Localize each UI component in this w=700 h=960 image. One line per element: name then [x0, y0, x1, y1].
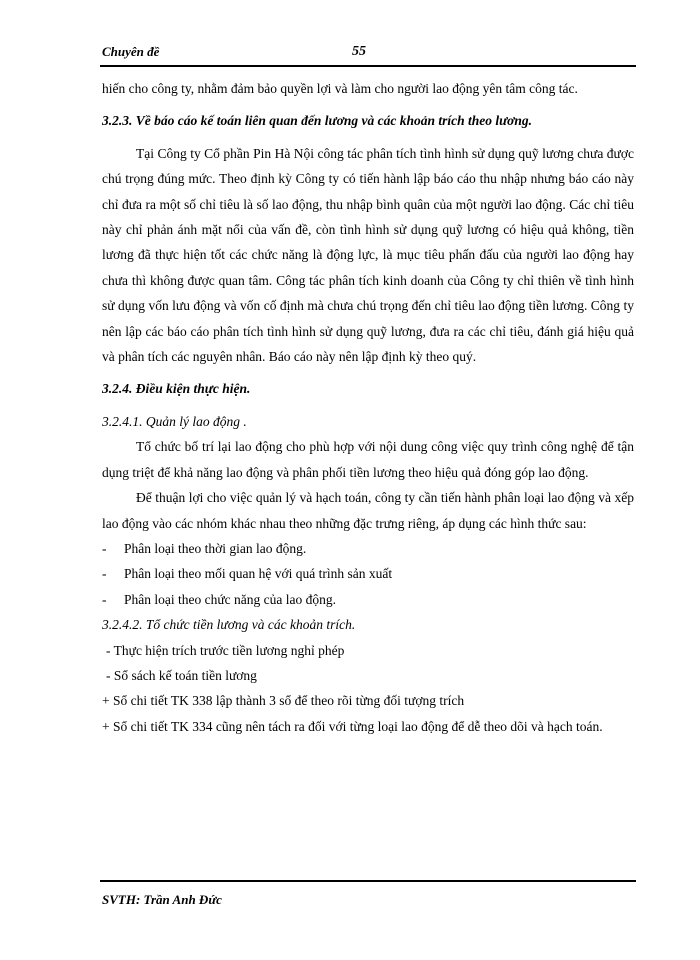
footer-rule [100, 880, 636, 882]
section-heading-324: 3.2.4. Điều kiện thực hiện. [102, 381, 251, 397]
list-item-text: Phân loại theo mối quan hệ với quá trình sản xuất [124, 566, 393, 582]
plus-item: + Sổ chi tiết TK 338 lập thành 3 sổ để theo rõi từng đối tượng trích [102, 693, 465, 709]
section-heading-323: 3.2.3. Về báo cáo kế toán liên quan đến lương và các khoản trích theo lương. [102, 113, 533, 129]
paragraph-323: Tại Công ty Cổ phần Pin Hà Nội công tác phân tích tình hình sử dụng quỹ lương chưa được chú trọng đúng mức. Theo định kỳ Công ty có tiến hành lập báo cáo thu nhập nhưng báo cáo này chỉ đưa ra một số chỉ tiêu là số lao động, thu nhập bình quân của một người lao động. Các chỉ tiêu này chỉ phản ánh mặt nổi của vấn đề, còn tình hình sử dụng quỹ lương có hiệu quả không, tiền lương đã thực hiện tốt các chức năng là động lực, là mục tiêu phấn đấu của người lao động hay chưa thì không được quan tâm. Công tác phân tích kinh doanh của Công ty chỉ thiên về tình hình sử dụng vốn lưu động và vốn cố định mà chưa chú trọng đến chỉ tiêu lao động tiền lương. Công ty nên lập các báo cáo phân tích tình hình sử dụng quỹ lương, đưa ra các chỉ tiêu, đánh giá hiệu quả và phân tích các nguyên nhân. Báo cáo này nên lập định kỳ theo quý. [102, 145, 634, 365]
list-item [102, 561, 634, 586]
page-body [102, 76, 634, 739]
header-rule [100, 65, 636, 67]
bullet-marker: - [102, 566, 107, 582]
page-number: 55 [352, 44, 366, 59]
intro-paragraph: hiến cho công ty, nhằm đảm bảo quyền lợi và làm cho người lao động yên tâm công tác. [102, 81, 578, 96]
dash-item: - Thực hiện trích trước tiền lương nghỉ phép [106, 642, 345, 658]
subsection-heading-3241: 3.2.4.1. Quản lý lao động . [102, 413, 247, 429]
list-item-text: Phân loại theo thời gian lao động. [124, 540, 307, 556]
list-item [102, 587, 634, 612]
list-item-text: Phân loại theo chức năng của lao động. [124, 591, 337, 607]
paragraph-3241-a: Tổ chức bố trí lại lao động cho phù hợp với nội dung công việc quy trình công nghệ để tận dụng triệt để khả năng lao động và phân phối tiền lương theo hiệu quả đóng góp lao động. [102, 439, 634, 480]
footer-author: SVTH: Trần Anh Đức [102, 892, 222, 907]
dash-item: - Sổ sách kế toán tiền lương [106, 667, 257, 683]
paragraph-3241-b: Để thuận lợi cho việc quản lý và hạch toán, công ty cần tiến hành phân loại lao động và xếp lao động vào các nhóm khác nhau theo những đặc trưng riêng, áp dụng các hình thức sau: [102, 490, 634, 531]
list-item [102, 536, 634, 561]
subsection-heading-3242: 3.2.4.2. Tổ chức tiền lương và các khoản trích. [102, 617, 356, 633]
document-title: Chuyên đề [102, 44, 160, 59]
plus-item: + Sổ chi tiết TK 334 cũng nên tách ra đối với từng loại lao động để dễ theo dõi và hạch toán. [102, 718, 603, 734]
bullet-marker: - [102, 591, 107, 607]
bullet-marker: - [102, 540, 107, 556]
